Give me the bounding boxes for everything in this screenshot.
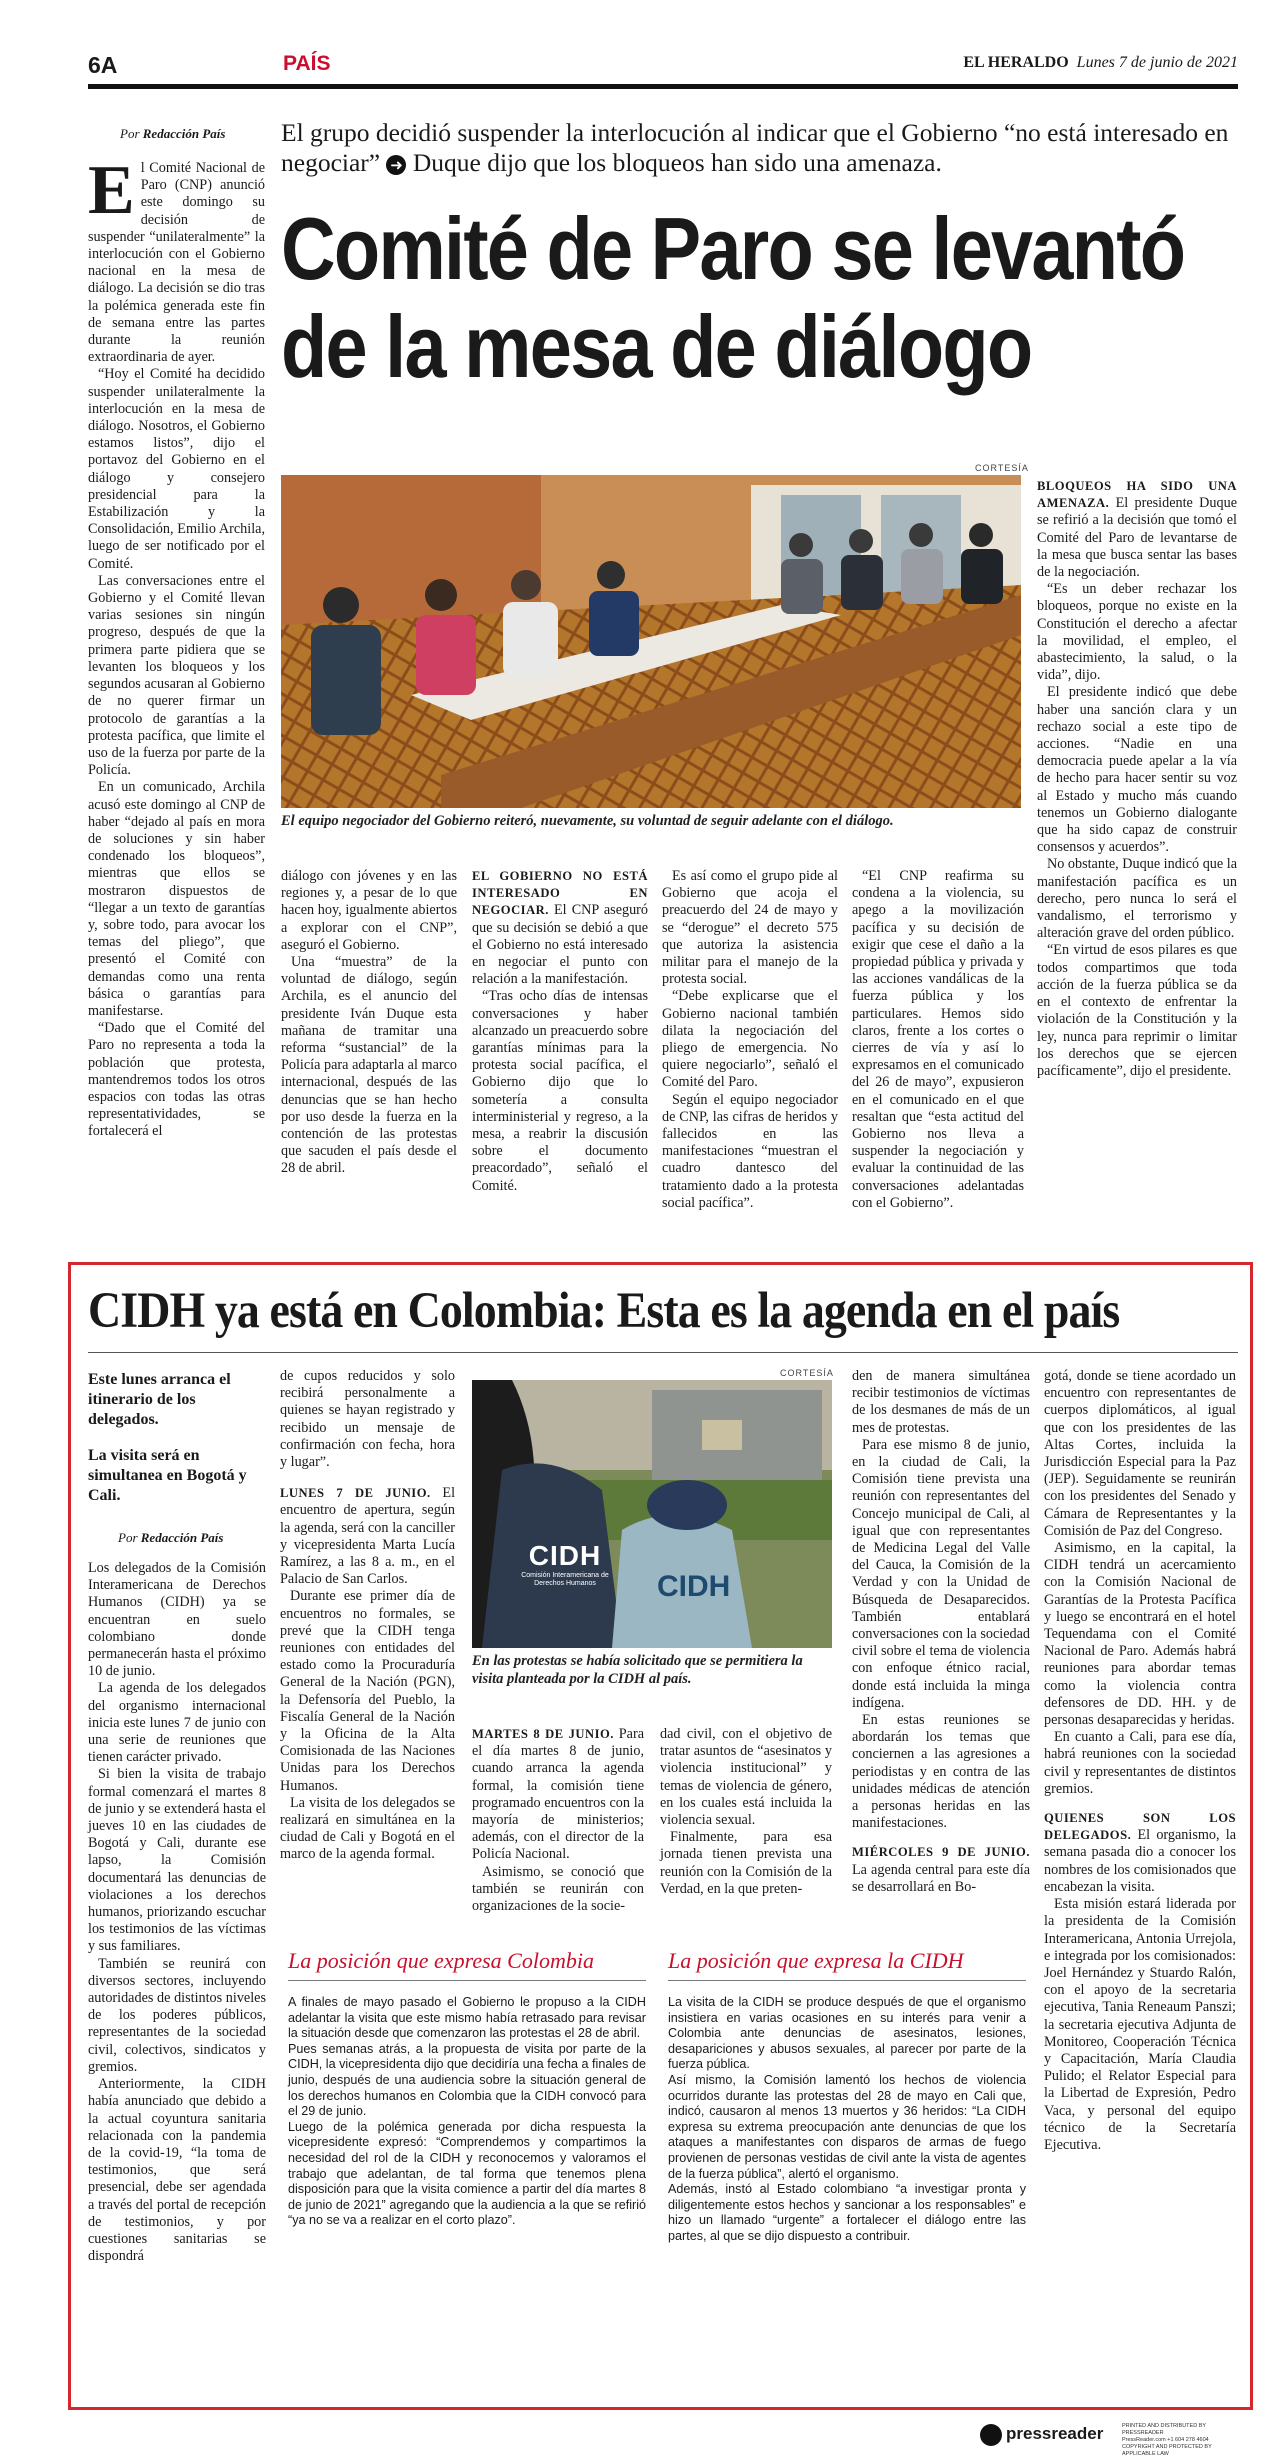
paragraph: Una “muestra” de la voluntad de diálogo, según Archila, es el anuncio del presidente Iván Duque esta mañana de tramitar una reforma “sustancial” de la Policía para adaptarla al marco internacional, después de las denuncias que se han hecho por uso desde la fuerza en la contención de las protestas que sacuden el país desde el 28 de abril. <box>281 954 457 1177</box>
story2-column-6: gotá, donde se tiene acordado un encuentro con representantes de cuerpos diplomáticos, al igual que con los presidentes de las Altas Cortes, incluida la Jurisdicción Especial para la Paz (JEP). Seguidamente se reunirán con los presidentes del Senado y Cámara de Representantes y la Comisión de Paz del Congreso. Asimismo, en la capital, la CIDH tendrá un acercamiento con la Comisión Nacional de Garantías de la Protesta Pacífica y luego se encontrará en el hotel Tequendama con el Comité Nacional de Paro. Además habrá reuniones para abordar temas como la violencia contra defensores de DD. HH. y de personas desaparecidas y heridas. En cuanto a Cali, para ese día, habrá reuniones con la sociedad civil y representantes de distintos gremios. QUIENES SON LOS DELEGADOS. El organismo, la semana pasada dio a conocer los nombres de los comisionados que encabezan la visita. Esta misión estará liderada por la presidenta de la Comisión Interamericana, Antonia Urrejola, e integrada por los comisionados: Joel Hernández y Stuardo Ralón, con el apoyo de la secretaria ejecutiva, Tania Reneaum Panszi; la secretaria ejecutiva Adjunta de Monitoreo, Cooperación Técnica y Capacitación, María Claudia Pulido; el Relator Especial para la Libertad de Expresión, Pedro Vaca, y personal del equipo técnico de la Secretaría Ejecutiva. <box>1044 1368 1236 2153</box>
box-body <box>288 1995 646 2229</box>
paragraph: Anteriormente, la CIDH había anunciado que debido a la actual coyuntura sanitaria relacionada con la pandemia de la covid-19, “la toma de testimonios, que será presencial, debe ser agendada a través del portal de recepción de testimonios, y por cuestiones sanitarias se dispondrá <box>88 2076 266 2265</box>
story2-column-1 <box>88 1560 266 2265</box>
paragraph: El presidente indicó que debe haber una sanción clara y un rechazo social a este tipo de acciones. “Nadie en una democracia puede apelar a la vía de hecho para hacer sentir su voz al Estado y mucho más cuando tenemos un Gobierno dialogante que ha sido capaz de construir consensos y acuerdos”. <box>1037 684 1237 856</box>
story1-photo <box>281 475 1021 808</box>
story2-photo-caption: En las protestas se había solicitado que se permitiera la visita planteada por la CIDH al país. <box>472 1653 803 1687</box>
print-notice: PRINTED AND DISTRIBUTED BY PRESSREADER PressReader.com +1 604 278 4604 COPYRIGHT AND PROTECTED BY APPLICABLE LAW <box>1122 2423 1212 2457</box>
story1-intro: El Comité Nacional de Paro (CNP) anunció este domingo su decisión de suspender “unilateralmente” la interlocución con el Gobierno nacional en la mesa de diálogo. La decisión se dio tras la polémica generada este fin de semana entre las partes durante la reunión extraordinaria de ayer. <box>88 152 265 366</box>
box-title: La posición que expresa Colombia <box>288 1948 646 1981</box>
headline-line-1: Comité de Paro se levantó <box>281 199 1185 298</box>
vest-logo: CIDH Comisión Interamericana de Derechos Humanos <box>521 1540 609 1587</box>
paragraph: Para ese mismo 8 de junio, en la ciudad de Cali, la Comisión tiene prevista una reunión con representantes del Concejo municipal de Cali, al igual que con representantes de Medicina Legal del Valle del Cauca, la Comisión de la Verdad y con la Unidad de Búsqueda de Desaparecidos. También entablará conversaciones con la sociedad civil sobre el tema de violencia con enfoque étnico racial, donde está incluida la minga indígena. <box>852 1436 1030 1711</box>
paragraph: “Dado que el Comité del Paro no representa a toda la población que protesta, mantendremos todos los otros espacios con todas las otras representatividades, se fortalecerá el <box>88 1020 265 1140</box>
story2-photo <box>472 1380 832 1648</box>
story1-column-6: BLOQUEOS HA SIDO UNA AMENAZA. El presidente Duque se refirió a la decisión que tomó el Comité del Paro de levantarse de la mesa que busca sentar las bases de la negociación. “Es un deber rechazar los bloqueos, porque no existe en la Constitución el derecho a afectar la movilidad, el empleo, el abastecimiento, la salud, o la vida”, dijo. El presidente indicó que debe haber una sanción clara y un rechazo social a este tipo de acciones. “Nadie en una democracia puede apelar a la vía de hecho para hacer sentir su voz al Estado y mucho más cuando tenemos un Gobierno dialogante que ha sido capaz de construir consensos y acuerdos”. No obstante, Duque indicó que la manifestación pacífica es un derecho, pero nunca lo será el vandalismo, el terrorismo y alteración grave del orden público. “En virtud de esos pilares es que todos compartimos que toda acción de la fuerza pública se da en el contexto de enfrentar la violación de la Constitución y la ley, nunca para reprimir o limitar los derechos que se ejercen pacíficamente”, dijo el presidente. <box>1037 479 1238 1079</box>
summary-point-2: La visita será en simultanea en Bogotá y Cali. <box>88 1447 247 1504</box>
paragraph: Es así como el grupo pide al Gobierno que acoja el preacuerdo del 24 de mayo y se “derogue” el decreto 575 que autoriza la asistencia militar para el manejo de la protesta social. <box>662 868 838 988</box>
paragraph: Los delegados de la Comisión Interamericana de Derechos Humanos (CIDH) ya se encuentran en suelo colombiano donde permanecerán hasta el próximo 10 de junio. <box>88 1560 266 1680</box>
subhead: EL GOBIERNO NO ESTÁ INTERESADO EN NEGOCIAR. <box>472 869 648 918</box>
story1-column-3: EL GOBIERNO NO ESTÁ INTERESADO EN NEGOCIAR. El CNP aseguró que su decisión se debió a que el Gobierno no está interesado en negociar el punto con relación a la manifestación. “Tras ocho días de intensas conversaciones y haber alcanzado un preacuerdo sobre garantías mínimas para la protesta social pacífica, el Gobierno dijo que lo sometería a consulta interministerial y regreso, a la mesa, a reabrir la discusión sobre el documento preacordado”, señaló el Comité. <box>472 869 648 1194</box>
cidh-delegates-image <box>472 1380 832 1648</box>
issue-date: Lunes 7 de junio de 2021 <box>1076 54 1238 71</box>
story2-column-2: de cupos reducidos y solo recibirá personalmente a quienes se hayan registrado y recibido un mensaje de confirmación con fecha, hora y lugar”. LUNES 7 DE JUNIO. El encuentro de apertura, según la agenda, será con la canciller y vicepresidenta Marta Lucía Ramírez, a las 8 a. m., en el Palacio de San Carlos. Durante ese primer día de encuentros no formales, se prevé que la CIDH tenga reuniones con entidades del estado como la Procuraduría General de la Nación (PGN), la Defensoría del Pueblo, la Fiscalía General de la Nación y la Oficina de la Alta Comisionada de las Naciones Unidas para los Derechos Humanos. La visita de los delegados se realizará en simultánea en la ciudad de Cali y Bogotá en el marco de la agenda formal. <box>280 1368 456 1863</box>
paragraph: Durante ese primer día de encuentros no formales, se prevé que la CIDH tenga reuniones con entidades del estado como la Procuraduría General de la Nación (PGN), la Defensoría del Pueblo, la Fiscalía General de la Nación y la Oficina de la Alta Comisionada de las Naciones Unidas para los Derechos Humanos. <box>280 1588 455 1794</box>
story1-column-5 <box>852 868 1024 1212</box>
paragraph: La visita de la CIDH se produce después de que el organismo insistiera en varias ocasiones en su interés para venir a Colombia ante denuncias de asesinatos, lesiones, desapariciones y abusos sexuales, al parecer por parte de la fuerza pública. <box>668 1995 1026 2072</box>
story1-column-1 <box>88 152 265 1141</box>
paragraph: “En virtud de esos pilares es que todos compartimos que toda acción de la fuerza pública se da en el contexto de enfrentar la violación de la Constitución y la ley, nunca para reprimir o limitar los derechos que se ejercen pacíficamente”, dijo el presidente. <box>1037 942 1237 1079</box>
paragraph: Además, instó al Estado colombiano “a investigar pronta y diligentemente estos hechos y sancionar a los responsables” e hizo un llamado “urgente” a fortalecer el diálogo entre las partes, al que se dijo dispuesto a contribuir. <box>668 2182 1026 2243</box>
cidh-position-box <box>668 1948 1026 2245</box>
story2-headline-rule <box>88 1352 1238 1353</box>
story2-summary <box>88 1370 258 1506</box>
paragraph: den de manera simultánea recibir testimonios de víctimas de los desmanes de más de un mes de protestas. <box>852 1368 1030 1436</box>
arrow-right-icon: ➜ <box>386 155 406 175</box>
paragraph: Esta misión estará liderada por la presidenta de la Comisión Interamericana, Antonia Urrejola, e integrada por los comisionados: Joel Hernández y Stuardo Ralón, con el apoyo de la secretaria ejecutiva, Tania Reneaum Panszi; la secretaria ejecutiva Adjunta de Monitoreo, Cooperación Técnica y Capacitación, María Claudia Pulido; el Relator Especial para la Libertad de Expresión, Pedro Vaca, y personal del equipo técnico de la Secretaría Ejecutiva. <box>1044 1896 1236 2153</box>
masthead-date <box>963 54 1238 72</box>
paragraph: de cupos reducidos y solo recibirá personalmente a quienes se hayan registrado y recibido un mensaje de confirmación con fecha, hora y lugar”. <box>280 1368 455 1471</box>
paragraph: Pues semanas atrás, a la propuesta de visita por parte de la CIDH, la vicepresidenta dijo que decidiría una fecha a finales de junio, después de una audiencia sobre la situación general de los derechos humanos en Colombia que la CIDH convocó para el 29 de junio. <box>288 2041 646 2119</box>
paragraph: En cuanto a Cali, para ese día, habrá reuniones con la sociedad civil y representantes de distintos gremios. <box>1044 1729 1236 1797</box>
header-rule <box>88 84 1238 89</box>
story1-byline: Por Redacción País <box>120 126 226 141</box>
paragraph: diálogo con jóvenes y en las regiones y, a pesar de lo que hacen hoy, igualmente abiertos a explorar con el CNP”, aseguró el Gobierno. <box>281 868 457 953</box>
photo-credit: CORTESÍA <box>780 1368 834 1378</box>
paragraph: Asimismo, se conoció que también se reunirán con organizaciones de la socie- <box>472 1863 644 1915</box>
subhead: BLOQUEOS HA SIDO UNA AMENAZA. <box>1037 479 1237 511</box>
pressreader-footer <box>980 2420 1240 2457</box>
subhead: MARTES 8 DE JUNIO. <box>472 1727 614 1741</box>
paragraph: gotá, donde se tiene acordado un encuentro con representantes de cuerpos diplomáticos, al igual que con los presidentes de las Altas Cortes, incluida la Jurisdicción Especial para la Paz (JEP). Seguidamente se reunirán con los presidentes del Senado y Cámara de Representantes y la Comisión de Paz del Congreso. <box>1044 1368 1236 1539</box>
paragraph: La agenda de los delegados del organismo internacional inicia este lunes 7 de junio con una serie de reuniones que tienen carácter privado. <box>88 1680 266 1766</box>
box-title: La posición que expresa la CIDH <box>668 1948 1026 1981</box>
paragraph: “Debe explicarse que el Gobierno nacional también dilata la negociación del pliego de emergencia. No quiere negociarlo”, señaló el Comité del Paro. <box>662 988 838 1091</box>
story2-column-3: MARTES 8 DE JUNIO. Para el día martes 8 de junio, cuando arranca la agenda formal, la comisión tiene programado encuentros con la mayoría de ministerios; además, con el director de la Policía Nacional. Asimismo, se conoció que también se reunirán con organizaciones de la socie- <box>472 1726 644 1915</box>
paragraph: dad civil, con el objetivo de tratar asuntos de “asesinatos y violencia institucional” y temas de violencia de género, en los cuales está incluida la violencia sexual. <box>660 1726 832 1829</box>
paragraph: Asimismo, en la capital, la CIDH tendrá un acercamiento con la Comisión Nacional de Garantías de la Protesta Pacífica y luego se encontrará en el hotel Tequendama con el Comité Nacional de Paro. Además habrá reuniones para abordar temas como la violencia contra defensores de DD. HH. y de personas desaparecidas y heridas. <box>1044 1540 1236 1729</box>
paragraph: No obstante, Duque indicó que la manifestación pacífica es un derecho, pero nunca lo será el vandalismo, el terrorismo y alteración grave del orden público. <box>1037 856 1237 942</box>
story1-deck: El grupo decidió suspender la interlocución al indicar que el Gobierno “no está interesado en negociar” ➜ Duque dijo que los bloqueos han sido una amenaza. <box>281 118 1229 177</box>
paragraph: “Tras ocho días de intensas conversaciones y haber alcanzado un preacuerdo sobre garantías mínimas para la protesta social pacífica, el Gobierno dijo que lo sometería a consulta interministerial y regreso, a la mesa, a reabrir la discusión sobre el documento preacordado”, señaló el Comité. <box>472 988 648 1194</box>
paragraph: En un comunicado, Archila acusó este domingo al CNP de haber “dejado al país en mora de soluciones y sin haber condenado los bloqueos”, mientras que ellos se mostraron dispuestos de “llegar a un texto de garantías y, sobre todo, para avocar los temas del pliego”, que presentó el Comité con demandas como una renta básica o garantías para manifestarse. <box>88 779 265 1019</box>
section-label: PAÍS <box>283 52 331 75</box>
vest-logo-2: CIDH <box>657 1570 731 1603</box>
pressreader-logo-icon <box>980 2424 1002 2446</box>
pressreader-brand: pressreader <box>1006 2424 1104 2443</box>
paragraph: Luego de la polémica generada por dicha respuesta la vicepresidente expresó: “Comprendemos y compartimos la necesidad del rol de la CIDH y reconocemos y valoramos el trabajo que adelantan, de tal forma que tenemos plena disposición para que la visita comience a partir del día martes 8 de junio de 2021” agregando que la audiencia a la que se refirió “ya no se va a realizar en el corto plazo”. <box>288 2119 646 2228</box>
subhead: MIÉRCOLES 9 DE JUNIO. <box>852 1845 1030 1860</box>
page-header <box>88 48 1238 88</box>
story1-column-2 <box>281 868 457 1178</box>
story2-byline: Por Redacción País <box>118 1530 224 1545</box>
story1-column-4 <box>662 868 838 1212</box>
paragraph: Finalmente, para esa jornada tienen prevista una reunión con la Comisión de la Verdad, en la que preten- <box>660 1829 832 1897</box>
drop-cap: E <box>88 152 135 229</box>
paragraph: La visita de los delegados se realizará en simultánea en la ciudad de Cali y Bogotá en el marco de la agenda formal. <box>280 1794 455 1863</box>
paragraph: También se reunirá con diversos sectores, incluyendo autoridades de distintos niveles de los poderes públicos, representantes de la sociedad civil, colectivos, sindicatos y gremios. <box>88 1955 266 2075</box>
story1-photo-caption: El equipo negociador del Gobierno reiteró, nuevamente, su voluntad de seguir adelante con el diálogo. <box>281 813 894 829</box>
paragraph: “Hoy el Comité ha decidido suspender unilateralmente la interlocución en la mesa de diálogo. Nosotros, el Gobierno estamos listos”, dijo el portavoz del Gobierno en el diálogo y consejero presidencial para la Estabilización y la Consolidación, Emilio Archila, luego de ser notificado por el Comité. <box>88 366 265 572</box>
newspaper-name: EL HERALDO <box>963 54 1069 71</box>
story2-headline: CIDH ya está en Colombia: Esta es la agenda en el país <box>88 1283 1120 1339</box>
paragraph: Si bien la visita de trabajo formal comenzará el martes 8 de junio y se extenderá hasta el jueves 10 en las ciudades de Bogotá y Cali, durante ese lapso, la Comisión documentará las denuncias de violaciones a los derechos humanos, priorizando escuchar los testimonios de las víctimas y sus familiares. <box>88 1766 266 1955</box>
paragraph: En estas reuniones se abordarán los temas que conciernen a las agresiones a periodistas y en contra de las unidades médicas de atención a personas heridas en las manifestaciones. <box>852 1712 1030 1832</box>
story1-headline <box>281 199 1185 396</box>
box-body <box>668 1995 1026 2245</box>
page-number: 6A <box>88 52 118 78</box>
paragraph: “Es un deber rechazar los bloqueos, porque no existe en la Constitución el derecho a afectar la movilidad, el empleo, el abastecimiento, la salud, o la vida”, dijo. <box>1037 581 1237 684</box>
paragraph: A finales de mayo pasado el Gobierno le propuso a la CIDH adelantar la visita que este mismo había retrasado para revisar la situación desde que comenzaron las protestas el 28 de abril. <box>288 1995 646 2041</box>
photo-credit: CORTESÍA <box>975 463 1029 473</box>
summary-point-1: Este lunes arranca el itinerario de los delegados. <box>88 1371 231 1428</box>
paragraph: “El CNP reafirma su condena a la violencia, su apego a la movilización pacífica y su decisión de exigir que cese el daño a la propiedad pública y privada y las acciones vandálicas de la fuerza pública y los particulares. Hemos sido claros, frente a los cortes o cierres de vía y así lo expresamos en el comunicado del 26 de mayo”, expusieron en el comunicado en el que resaltan que “esta actitud del Gobierno nos lleva a suspender la negociación y evaluar la continuidad de las conversaciones adelantadas con el Gobierno”. <box>852 868 1024 1211</box>
subhead: QUIENES SON LOS DELEGADOS. <box>1044 1811 1236 1843</box>
meeting-room-image <box>281 475 1021 808</box>
colombia-position-box <box>288 1948 646 2229</box>
headline-line-2: de la mesa de diálogo <box>281 297 1032 396</box>
paragraph: Las conversaciones entre el Gobierno y el Comité llevan varias sesiones sin ningún progreso, después de que la primera parte pidiera que se levanten los bloqueos y los segundos acusaran al Gobierno de no querer firmar un protocolo de garantías a la protesta pacífica, que limite el uso de la fuerza por parte de la Policía. <box>88 572 265 779</box>
paragraph: Así mismo, la Comisión lamentó los hechos de violencia ocurridos durante las protestas del 28 de mayo en Cali que, indicó, causaron al menos 13 muertos y 36 heridos: “La CIDH expresa su extrema preocupación ante denuncias de que los ataques a manifestantes con disparos de armas de fuego provienen de personas vestidas de civil ante la vista de agentes de la fuerza pública”, alertó el organismo. <box>668 2072 1026 2181</box>
subhead: LUNES 7 DE JUNIO. <box>280 1486 431 1501</box>
story2-column-4 <box>660 1726 832 1898</box>
story2-column-5: den de manera simultánea recibir testimonios de víctimas de los desmanes de más de un mes de protestas. Para ese mismo 8 de junio, en la ciudad de Cali, la Comisión tiene prevista una reunión con representantes del Concejo municipal de Cali, al igual que con representantes de Medicina Legal del Valle del Cauca, la Comisión de la Verdad y con la Unidad de Búsqueda de Desaparecidos. También entablará conversaciones con la sociedad civil sobre el tema de violencia con enfoque étnico racial, donde está incluida la minga indígena. En estas reuniones se abordarán los temas que conciernen a las agresiones a periodistas y en contra de las unidades médicas de atención a personas heridas en las manifestaciones. MIÉRCOLES 9 DE JUNIO. La agenda central para este día se desarrollará en Bo- <box>852 1368 1030 1895</box>
paragraph: Según el equipo negociador de CNP, las cifras de heridos y fallecidos en las manifestaciones “muestran el cuadro dantesco del tratamiento dado a la protesta social pacífica”. <box>662 1091 838 1211</box>
